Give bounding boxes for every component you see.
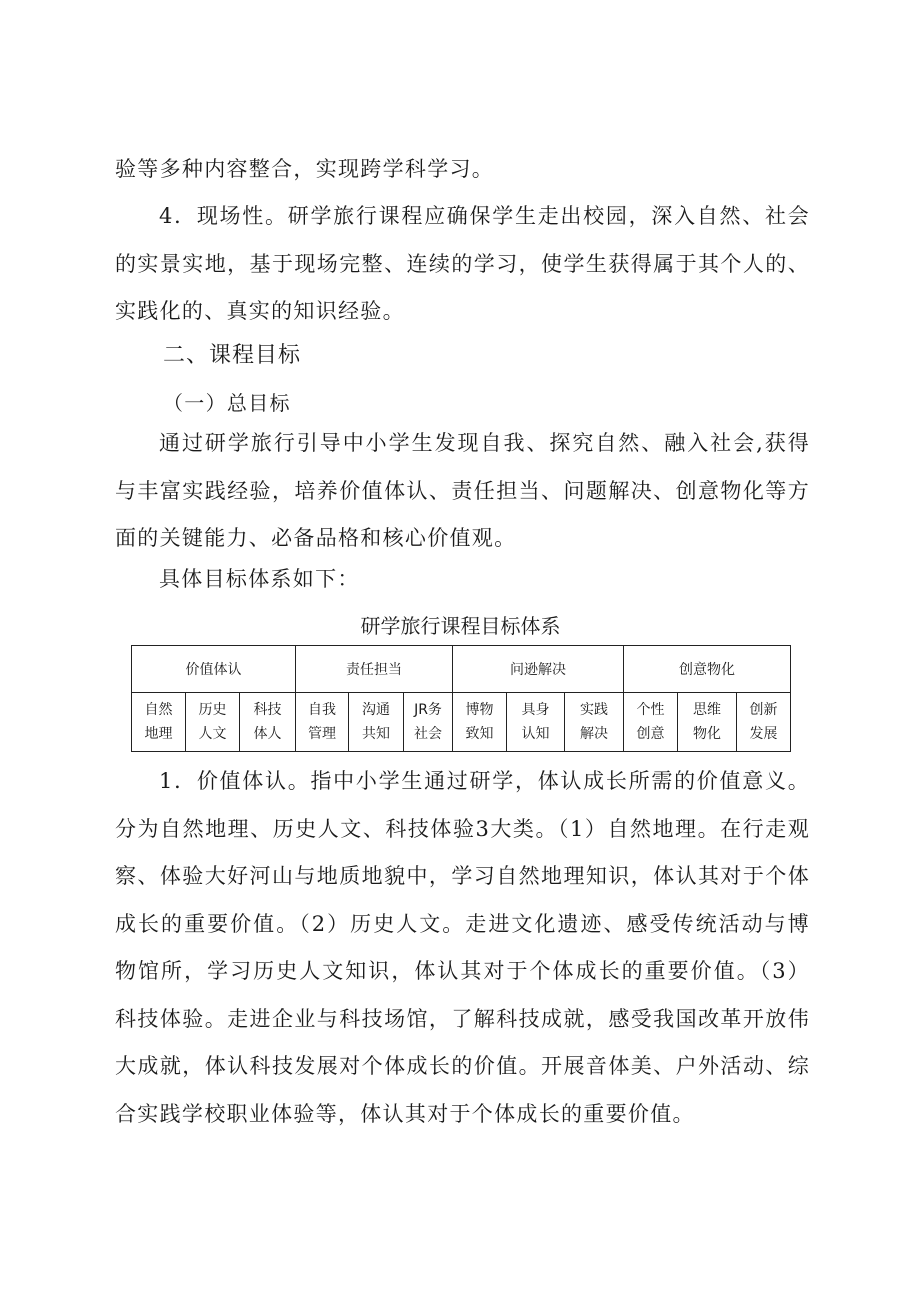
subitem-cell bbox=[565, 693, 624, 752]
subitem-cell bbox=[132, 693, 186, 752]
paragraph-system-intro: 具体目标体系如下： bbox=[159, 567, 360, 591]
subitem-cell bbox=[404, 693, 453, 752]
subitem-text: 自我管理 bbox=[308, 702, 336, 742]
category-cell: 价值体认 bbox=[132, 646, 296, 693]
subitem-text: 科技体人 bbox=[253, 702, 282, 742]
subitem-text: 个性创意 bbox=[636, 702, 665, 742]
subitem-cell bbox=[678, 693, 737, 752]
category-cell: 问逊解决 bbox=[453, 646, 624, 693]
subitem-text: 自然地理 bbox=[144, 702, 173, 742]
category-row bbox=[132, 646, 791, 693]
goals-table bbox=[131, 645, 791, 752]
subitem-text: 思维物化 bbox=[693, 702, 721, 742]
paragraph-item-1: 1．价值体认。指中小学生通过研学，体认成长所需的价值意义。分为自然地理、历史人文、科技体验3大类。（1）自然地理。在行走观察、体验大好河山与地质地貌中，学习自然地理知识，体认其对于个体成长的重要价值。（2）历史人文。走进文化遗迹、感受传统活动与博物馆所，学习历史人文知识，体认其对于个体成长的重要价值。（3）科技体验。走进企业与科技场馆，了解科技成就，感受我国改革开放伟大成就，体认科技发展对个体成长的价值。开展音体美、户外活动、综合实践学校职业体验等，体认其对于个体成长的重要价值。 bbox=[115, 769, 810, 1126]
subsection-heading: （一）总目标 bbox=[163, 391, 291, 415]
subitem-text: 具身认知 bbox=[521, 702, 550, 742]
paragraph-item-4: 4．现场性。研学旅行课程应确保学生走出校园，深入自然、社会的实景实地，基于现场完整、连续的学习，使学生获得属于其个人的、实践化的、真实的知识经验。 bbox=[115, 204, 810, 323]
paragraph-continuation: 验等多种内容整合，实现跨学科学习。 bbox=[115, 157, 495, 181]
subitem-text: 沟通共知 bbox=[362, 702, 390, 742]
paragraph-overall-goal: 通过研学旅行引导中小学生发现自我、探究自然、融入社会,获得与丰富实践经验，培养价值体认、责任担当、问题解决、创意物化等方面的关键能力、必备品格和核心价值观。 bbox=[115, 431, 810, 550]
subitem-cell bbox=[624, 693, 678, 752]
category-cell: 创意物化 bbox=[624, 646, 791, 693]
subitem-cell bbox=[507, 693, 565, 752]
subitem-cell bbox=[296, 693, 349, 752]
subitem-row bbox=[132, 693, 791, 752]
section-heading: 二、课程目标 bbox=[163, 343, 302, 368]
subitem-cell bbox=[349, 693, 404, 752]
subitem-cell bbox=[186, 693, 240, 752]
subitem-text: 实践解决 bbox=[580, 702, 608, 742]
subitem-cell bbox=[240, 693, 296, 752]
subitem-text: 博物致知 bbox=[465, 702, 494, 742]
subitem-text: 创新发展 bbox=[749, 702, 778, 742]
subitem-cell bbox=[453, 693, 507, 752]
subitem-text: 历史人文 bbox=[198, 702, 227, 742]
table-title: 研学旅行课程目标体系 bbox=[360, 614, 561, 638]
category-cell: 责任担当 bbox=[296, 646, 453, 693]
subitem-cell bbox=[737, 693, 791, 752]
subitem-text: JR务社会 bbox=[414, 702, 442, 742]
